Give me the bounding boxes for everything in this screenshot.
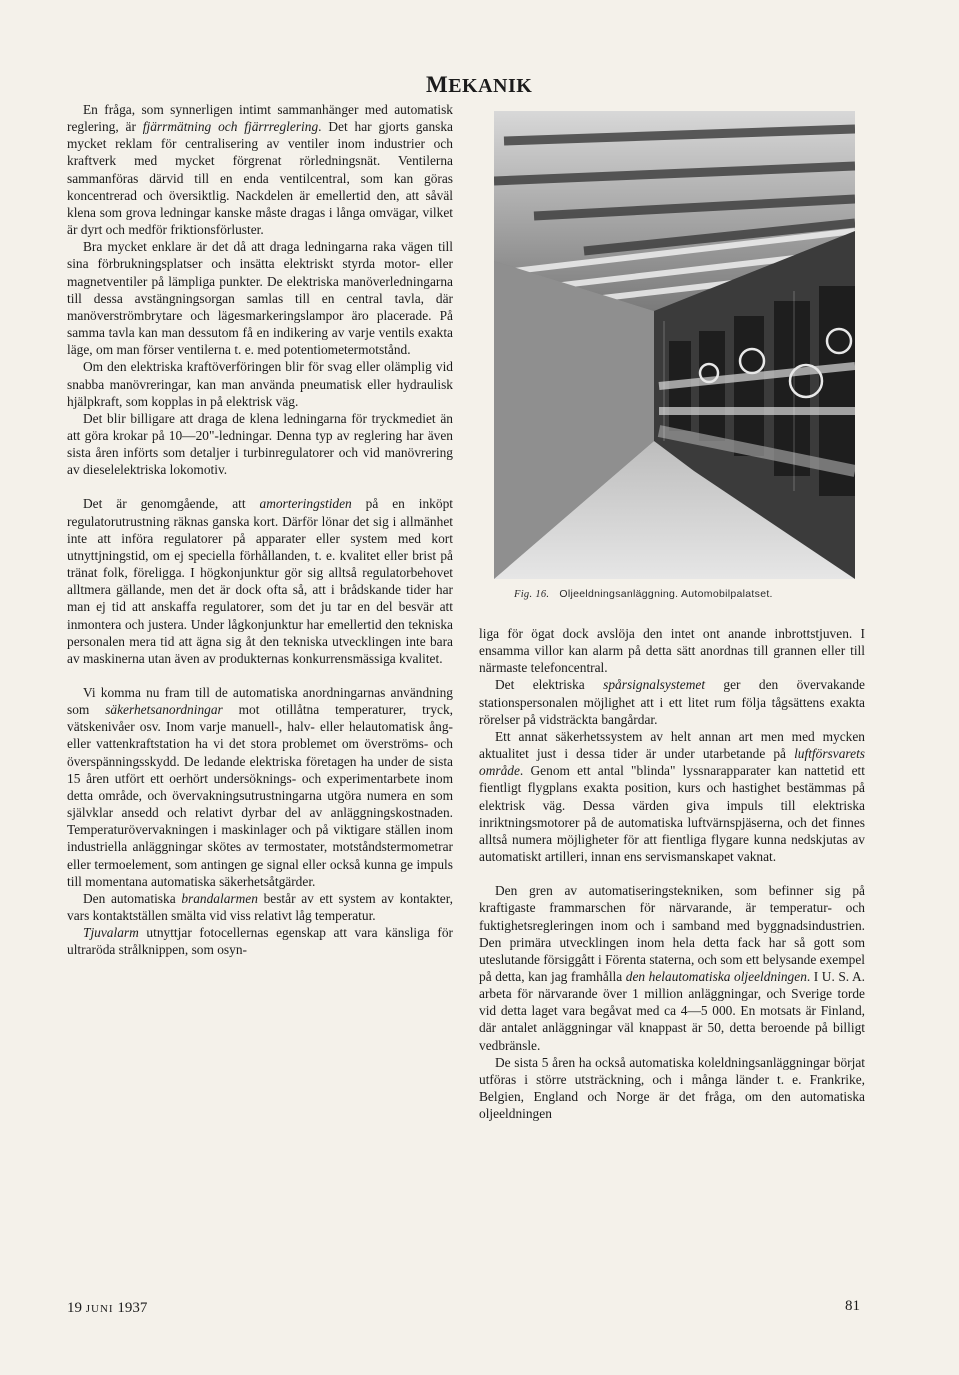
paragraph [479,625,865,676]
paragraph-gap [67,667,453,684]
text-run: . Det har gjorts ganska mycket reklam för centralisering av ventiler inom industrier och kraftverk med mycket förgrenat rörledningsnät. Ventilerna sammanföras därvid till en enda ventilcentral, som kan göras koncentrerad och översiktlig. Nackdelen är emellertid den, att såväl klena som grova ledningar kanske måste dragas i långa omvägar, vilket är dyrt och medför friktionsförluster. [67,119,453,238]
text-run: ger den övervakande stationspersonalen möjlighet att i ett litet rum följa tågsättens exakta rörelser på vidsträckta bangårdar. [479,677,865,727]
text-run: utnyttjar fotocellernas egenskap att vara känsliga för ultraröda strålknippen, som osyn- [67,925,453,958]
text-run: består av ett system av kontakter, vars kontaktställen smälta vid viss relativt låg temperatur. [67,890,454,924]
paragraph [479,882,865,1054]
italic-term: brandalarmen [181,890,258,906]
text-run: . I U. S. A. arbeta för närvarande över 1 million anläggningar, och Sverige torde vid detta laget vara begåvat med ca 4—5 000. En motsats är Finland, där antalet anläggningar väl knappast är 50, detta beroende på billigt vedbränsle. [479,968,865,1053]
text-run: Den automatiska [83,890,182,906]
right-column-text [479,625,865,1122]
italic-term: luftförsvarets område [479,746,865,779]
paragraph [479,1054,865,1123]
issue-date: 19 JUNI 1937 [67,1300,148,1316]
text-run: Vi komma nu fram till de automatiska anordningarnas användning som [67,685,453,718]
paragraph [67,890,453,924]
paragraph [479,728,865,865]
left-column-text [67,101,453,959]
text-run: Det elektriska [495,677,604,693]
italic-term: spårsignalsystemet [603,677,706,693]
text-run: mot otillåtna temperaturer, tryck, vätskenivåer osv. Inom varje manuell-, halv- eller helautomatisk ång- eller vattenkraftstation ha vi det stora problemet om överströms- och överspänningsskydd. De ledande elektriska företagen ha under de sista 15 åren utfört ett oerhört undersöknings- och experimentarbete inom detta område, och övervakningsutrustningarna utgöra numera en som självklar ansedd och relativt dyrbar del av anläggningskostnaden. Temperaturövervakningen i maskinlager och på viktigare ställen inom industriella anläggningar skötes av termostater, motståndstermometrar eller termoelement, som antingen ge signal eller också kunna ge impuls till momentana automatiska säkerhetsåtgärder. [67,702,454,889]
paragraph [67,238,453,358]
italic-term: den helautomatiska oljeeldningen [625,968,807,984]
paragraph-gap [67,478,453,495]
text-run: . Genom ett antal "blinda" lyssnarapparater kan nattetid ett fientligt flygplans exakta position, kurs och hastighet bestämmas på elektrisk väg. Dessa värden giva impuls till elektriska inriktningsmotorer på de automatiska luftvärnspjäserna, och det finnes alltså numera möjligheter för att fientliga flygare kunna nedskjutas av automatiskt artilleri, innan ens servismanskapet vaknat. [479,763,865,865]
figure-caption: Fig. 16. Oljeeldningsanläggning. Automobilpalatset. [514,588,773,600]
paragraph [67,684,453,890]
oil-burner-installation-image [494,111,855,579]
italic-term: Tjuvalarm [83,925,139,941]
section-header: MEKANIK [426,72,533,97]
paragraph [479,676,865,727]
text-run: på en inköpt regulatorutrustning räknas ganska kort. Därför lönar det sig i allmänhet inte att införa regulatorer på apparater eller system med kort utnyttjningstid, om ej speciella förhållanden, t. e. kvalitet eller brist på tränat folk, föreligga. I högkonjunktur gör sig alltså regulatorbehovet alltmera gällande, men det är dock ofta så, att i brådskande tider har man ej tid att anskaffa regulatorer, som det ju tar en del besvär att inmontera och justera. Under lågkonjunktur har emellertid den tekniska personalen mera tid att ägna sig åt den tekniska utvecklingen inte bara av maskinerna utan även av produkternas konkurrensmässiga kvalitet. [67,496,453,666]
italic-term: fjärrmätning och fjärrreglering [142,119,319,135]
italic-term: amorteringstiden [259,496,352,512]
boiler-room-photo [494,111,855,579]
paragraph [67,410,453,479]
paragraph [67,924,453,958]
page-number: 81 [845,1298,860,1314]
text-run: En fråga, som synnerligen intimt sammanhänger med automatisk reglering, är [67,102,453,135]
text-run: Det är genomgående, att [83,496,260,512]
italic-term: säkerhetsanordningar [105,702,223,718]
paragraph-gap [479,865,865,882]
paragraph [67,358,453,409]
text-run: Om den elektriska kraftöverföringen blir för svag eller olämplig vid snabba manövreringar, kan man använda pneumatisk eller hydraulisk hjälpkraft, som kopplas in på elektrisk väg. [67,359,453,409]
text-run: liga för ögat dock avslöja den intet ont anande inbrottstjuven. I ensamma villor kan alarm på detta sätt anordnas till grannen eller till närmaste telefoncentral. [479,626,865,676]
paragraph [67,495,453,667]
text-run: Bra mycket enklare är det då att draga ledningarna raka vägen till sina förbrukningsplatser och insätta elektriskt styrda motor- eller magnetventiler på lämpliga punkter. De elektriska manöverledningarna till dessa avstängningsorgan samlas till en central tavla, där manöverströmbrytare och lägesmarkeringslampor äro placerade. På samma tavla kan man dessutom få en indikering av varje ventils exakta läge, om man förser ventilerna t. e. med potentiometermotstånd. [67,239,453,358]
paragraph [67,101,453,238]
text-run: Den gren av automatiseringstekniken, som befinner sig på kraftigaste frammarschen för närvarande, är temperatur- och fuktighetsregleringen inom och i samband med byggnadsindustrien. Den primära utvecklingen inom hela detta fack har så gott som uteslutande försiggått i Förenta staterna, och som ett belysande exempel på detta, kan jag framhålla [479,883,865,984]
text-run: Ett annat säkerhetssystem av helt annan art men med mycken aktualitet just i dessa tider är under utarbetande på [479,728,865,762]
text-run: De sista 5 åren ha också automatiska koleldningsanläggningar börjat utföras i större utsträckning, och i många länder t. e. Frankrike, Belgien, England och Norge är det fråga, om den automatiska oljeeldningen [479,1054,865,1122]
text-run: Det blir billigare att draga de klena ledningarna för tryckmediet än att göra krokar på 10—20"-ledningar. Denna typ av reglering har även sista åren införts som detaljer i turbinregulatorer och vid manövrering av dieselelektriska lokomotiv. [67,410,453,478]
